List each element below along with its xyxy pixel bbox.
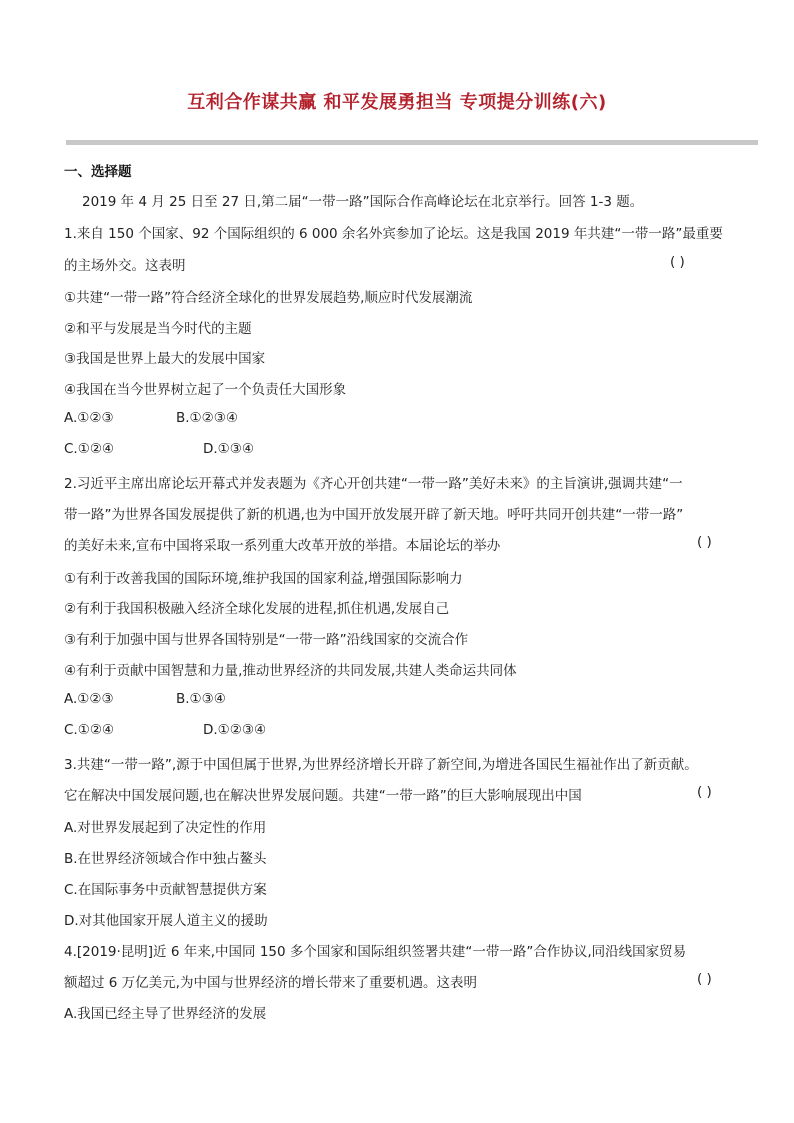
q2-option-b: B.①③④ [176, 691, 226, 707]
q1-stem-line1: 1.来自 150 个国家、92 个国际组织的 6 000 余名外宾参加了论坛。这是我国 2019 年共建“一带一路”最重要 [64, 226, 723, 242]
q1-option-c: C.①②④ [64, 441, 115, 457]
q3-option-b: B.在世界经济领域合作中独占鳌头 [64, 851, 267, 867]
q4-stem-line1: 4.[2019·昆明]近 6 年来,中国同 150 多个国家和国际组织签署共建“一带一路”合作协议,同沿线国家贸易 [64, 944, 687, 960]
q2-stem-line1: 2.习近平主席出席论坛开幕式并发表题为《齐心开创共建“一带一路”美好未来》的主旨演讲,强调共建“一 [64, 476, 683, 492]
q2-option-c: C.①②④ [64, 722, 115, 738]
q1-stem-line2: 的主场外交。这表明 [64, 258, 186, 274]
q1-answer-paren: ( ) [670, 254, 685, 270]
q3-option-d: D.对其他国家开展人道主义的援助 [64, 913, 268, 929]
q1-option-a: A.①②③ [64, 410, 114, 426]
q2-item-3: ③有利于加强中国与世界各国特别是“一带一路”沿线国家的交流合作 [64, 632, 469, 648]
page-title: 互利合作谋共赢 和平发展勇担当 专项提分训练(六) [187, 92, 607, 113]
q2-item-1: ①有利于改善我国的国际环境,维护我国的国家利益,增强国际影响力 [64, 571, 463, 587]
q2-answer-paren: ( ) [697, 534, 712, 550]
q2-item-4: ④有利于贡献中国智慧和力量,推动世界经济的共同发展,共建人类命运共同体 [64, 663, 517, 679]
q2-option-a: A.①②③ [64, 691, 114, 707]
q2-stem-line3: 的美好未来,宣布中国将采取一系列重大改革开放的举措。本届论坛的举办 [64, 538, 501, 554]
intro-text: 2019 年 4 月 25 日至 27 日,第二届“一带一路”国际合作高峰论坛在北京举行。回答 1-3 题。 [82, 194, 644, 210]
section-heading: 一、选择题 [64, 164, 132, 180]
q3-stem-line2: 它在解决中国发展问题,也在解决世界发展问题。共建“一带一路”的巨大影响展现出中国 [64, 788, 582, 804]
q1-item-3: ③我国是世界上最大的发展中国家 [64, 351, 266, 367]
q4-answer-paren: ( ) [697, 971, 712, 987]
q3-option-c: C.在国际事务中贡献智慧提供方案 [64, 882, 267, 898]
q3-option-a: A.对世界发展起到了决定性的作用 [64, 820, 267, 836]
q1-item-4: ④我国在当今世界树立起了一个负责任大国形象 [64, 382, 347, 398]
q2-option-d: D.①②③④ [203, 722, 267, 738]
title-divider [66, 140, 758, 145]
q1-option-b: B.①②③④ [176, 410, 238, 426]
q3-stem-line1: 3.共建“一带一路”,源于中国但属于世界,为世界经济增长开辟了新空间,为增进各国民生福祉作出了新贡献。 [64, 757, 698, 773]
q3-answer-paren: ( ) [697, 784, 712, 800]
q1-item-1: ①共建“一带一路”符合经济全球化的世界发展趋势,顺应时代发展潮流 [64, 290, 473, 306]
q2-stem-line2: 带一路”为世界各国发展提供了新的机遇,也为中国开放发展开辟了新天地。呼吁共同开创共建“一带一路” [64, 507, 684, 523]
q4-stem-line2: 额超过 6 万亿美元,为中国与世界经济的增长带来了重要机遇。这表明 [64, 975, 477, 991]
q2-item-2: ②有利于我国积极融入经济全球化发展的进程,抓住机遇,发展自己 [64, 601, 450, 617]
q1-item-2: ②和平与发展是当今时代的主题 [64, 321, 252, 337]
q1-option-d: D.①③④ [203, 441, 254, 457]
q4-option-a: A.我国已经主导了世界经济的发展 [64, 1006, 267, 1022]
